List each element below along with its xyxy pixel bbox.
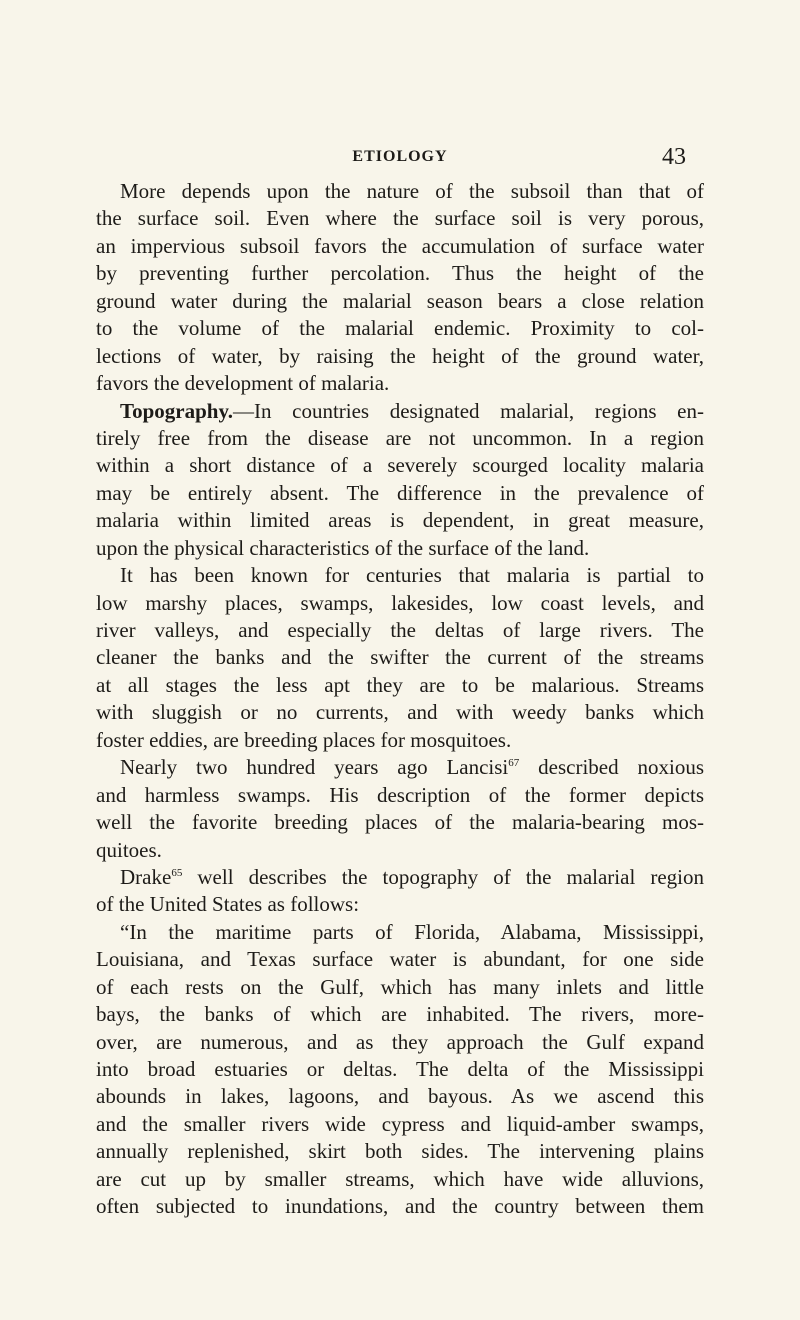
section-heading: Topography. [120, 398, 234, 423]
text-line: favors the development of malaria. [96, 371, 390, 396]
text-line: annually replenished, skirt both sides. The intervening plains [96, 1139, 704, 1164]
text-line: low marshy places, swamps, lakesides, low coast levels, and [96, 590, 704, 615]
text-line: ground water during the malarial season bears a close relation [96, 288, 704, 313]
text-line: often subjected to inundations, and the country between them [96, 1194, 704, 1219]
body-text [96, 178, 704, 1221]
text-line: upon the physical characteristics of the surface of the land. [96, 535, 590, 560]
running-title: ETIOLOGY [352, 148, 448, 165]
text-line: river valleys, and especially the deltas of large rivers. The [96, 618, 704, 642]
text-line: of each rests on the Gulf, which has many inlets and little [96, 974, 704, 999]
text-line: “In the maritime parts of Florida, Alabama, Mississippi, [120, 919, 704, 944]
text-line: over, are numerous, and as they approach the Gulf expand [96, 1029, 704, 1054]
text-line: to the volume of the malarial endemic. Proximity to col- [96, 316, 704, 341]
text-line: Louisiana, and Texas surface water is abundant, for one side [96, 947, 704, 972]
heading-dash: — [233, 398, 255, 423]
text-line: foster eddies, are breeding places for mosquitoes. [96, 727, 512, 752]
text-line: tirely free from the disease are not uncommon. In a region [96, 425, 704, 450]
text-line: may be entirely absent. The difference in the prevalence of [96, 480, 704, 505]
running-head [96, 146, 704, 170]
text-segment: described noxious [519, 755, 704, 780]
text-line: an impervious subsoil favors the accumulation of surface water [96, 233, 704, 258]
text-line: abounds in lakes, lagoons, and bayous. As we ascend this [96, 1084, 704, 1109]
text-line: cleaner the banks and the swifter the current of the streams [96, 645, 704, 670]
text-segment: well describes the topography of the malarial region [182, 864, 704, 889]
text-segment: Drake [120, 864, 172, 889]
text-line: of the United States as follows: [96, 892, 360, 917]
text-segment: Nearly two hundred years ago Lancisi [120, 755, 509, 780]
text-line: and harmless swamps. His description of the former depicts [96, 782, 704, 807]
text-line: lections of water, by raising the height of the ground water, [96, 343, 704, 368]
text-line: bays, the banks of which are inhabited. The rivers, more- [96, 1002, 704, 1027]
text-line: It has been known for centuries that malaria is partial to [120, 563, 704, 588]
text-line: within a short distance of a severely scourged locality malaria [96, 453, 704, 478]
text-line: the surface soil. Even where the surface soil is very porous, [96, 206, 704, 231]
text-line: quitoes. [96, 837, 162, 862]
text-segment: In countries designated malarial, regions en- [254, 398, 704, 423]
text-line [96, 864, 704, 891]
text-line: are cut up by smaller streams, which have wide alluvions, [96, 1166, 704, 1191]
text-line: into broad estuaries or deltas. The delta of the Mississippi [96, 1057, 704, 1081]
text-line: malaria within limited areas is dependent, in great measure, [96, 508, 704, 533]
footnote-ref: 65 [171, 866, 183, 879]
text-line [96, 754, 704, 781]
text-line: well the favorite breeding places of the malaria-bearing mos- [96, 810, 704, 835]
text-line: at all stages the less apt they are to be malarious. Streams [96, 672, 704, 697]
page-number: 43 [662, 144, 686, 170]
text-line: with sluggish or no currents, and with weedy banks which [96, 700, 704, 725]
text-line: More depends upon the nature of the subsoil than that of [120, 179, 704, 203]
text-line: and the smaller rivers wide cypress and liquid-amber swamps, [96, 1111, 704, 1136]
text-line [96, 398, 704, 425]
footnote-ref: 67 [508, 757, 520, 770]
text-line: by preventing further percolation. Thus the height of the [96, 261, 704, 286]
